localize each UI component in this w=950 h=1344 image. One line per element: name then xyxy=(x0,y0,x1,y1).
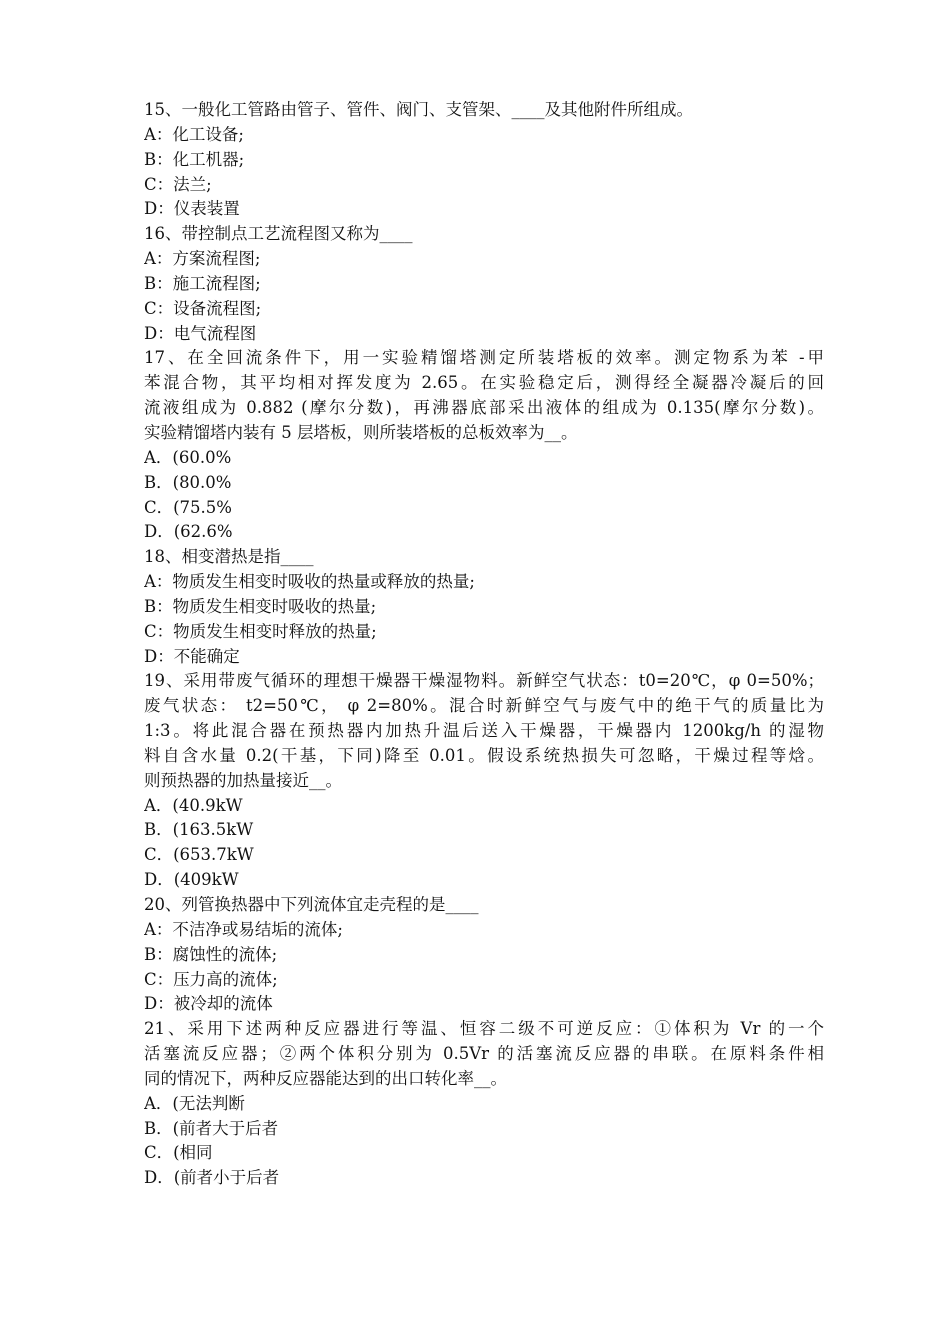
question-17-option-b: B．(80.0% xyxy=(144,472,232,492)
question-16-option-a: A：方案流程图; xyxy=(144,249,261,269)
question-16-option-c: C：设备流程图; xyxy=(144,298,262,318)
question-17-stem-line-4: 实验精馏塔内装有 5 层塔板，则所装塔板的总板效率为__。 xyxy=(144,422,578,442)
question-19-stem-line-2: 废气状态： t2=50℃， φ 2=80%。混合时新鲜空气与废气中的绝干气的质量比为 xyxy=(144,696,824,716)
question-21-stem-line-1: 21、采用下述两种反应器进行等温、恒容二级不可逆反应：①体积为 Vr 的一个 xyxy=(144,1019,824,1039)
question-17-stem-line-2: 苯混合物，其平均相对挥发度为 2.65。在实验稳定后，测得经全凝器冷凝后的回 xyxy=(144,373,824,393)
question-15-option-c: C：法兰; xyxy=(144,174,212,194)
question-19-stem-line-5: 则预热器的加热量接近__。 xyxy=(144,770,342,790)
question-15-option-d: D：仪表装置 xyxy=(144,199,240,219)
question-21-option-b: B．(前者大于后者 xyxy=(144,1118,279,1138)
question-18-option-a: A：物质发生相变时吸收的热量或释放的热量; xyxy=(144,572,475,592)
question-16-option-b: B：施工流程图; xyxy=(144,273,261,293)
question-17-stem-line-3: 流液组成为 0.882 (摩尔分数)，再沸器底部采出液体的组成为 0.135(摩尔分数)。 xyxy=(144,398,824,418)
question-20-option-b: B：腐蚀性的流体; xyxy=(144,944,278,964)
question-17-option-a: A．(60.0% xyxy=(144,447,232,467)
question-18-option-b: B：物质发生相变时吸收的热量; xyxy=(144,596,377,616)
question-17-option-c: C．(75.5% xyxy=(144,497,232,517)
question-19-option-c: C．(653.7kW xyxy=(144,845,254,865)
question-18-option-c: C：物质发生相变时释放的热量; xyxy=(144,621,377,641)
question-20-option-c: C：压力高的流体; xyxy=(144,969,278,989)
question-19-stem-line-1: 19、采用带废气循环的理想干燥器干燥湿物料。新鲜空气状态：t0=20℃，φ 0=50%； xyxy=(144,671,824,691)
question-21-stem-line-2: 活塞流反应器；②两个体积分别为 0.5Vr 的活塞流反应器的串联。在原料条件相 xyxy=(144,1044,824,1064)
question-20-option-d: D：被冷却的流体 xyxy=(144,994,273,1014)
question-18-option-d: D：不能确定 xyxy=(144,646,240,666)
document-page xyxy=(144,98,824,1191)
question-19-stem-line-3: 1:3。将此混合器在预热器内加热升温后送入干燥器，干燥器内 1200kg/h 的湿物 xyxy=(144,721,824,741)
question-19-option-a: A．(40.9kW xyxy=(144,795,243,815)
question-18-stem: 18、相变潜热是指____ xyxy=(144,547,314,567)
question-20-stem: 20、列管换热器中下列流体宜走壳程的是____ xyxy=(144,895,479,914)
question-21-option-d: D．(前者小于后者 xyxy=(144,1168,280,1188)
question-19-option-b: B．(163.5kW xyxy=(144,820,254,840)
question-19-stem-line-4: 料自含水量 0.2(干基，下同)降至 0.01。假设系统热损失可忽略，干燥过程等焓。 xyxy=(144,745,824,765)
question-17-option-d: D．(62.6% xyxy=(144,522,233,542)
question-16-stem: 16、带控制点工艺流程图又称为____ xyxy=(144,224,413,244)
question-17-stem-line-1: 17、在全回流条件下，用一实验精馏塔测定所装塔板的效率。测定物系为苯 -甲 xyxy=(144,348,824,368)
question-20-option-a: A：不洁净或易结垢的流体; xyxy=(144,919,343,939)
question-16-option-d: D：电气流程图 xyxy=(144,323,257,343)
question-21-option-a: A．(无法判断 xyxy=(144,1093,245,1113)
question-21-option-c: C．(相同 xyxy=(144,1143,213,1163)
question-15-option-b: B：化工机器; xyxy=(144,149,245,169)
question-15-stem: 15、一般化工管路由管子、管件、阀门、支管架、____及其他附件所组成。 xyxy=(144,100,693,119)
question-21-stem-line-3: 同的情况下，两种反应器能达到的出口转化率__。 xyxy=(144,1068,507,1088)
question-15-option-a: A：化工设备; xyxy=(144,124,244,144)
question-19-option-d: D．(409kW xyxy=(144,870,239,890)
